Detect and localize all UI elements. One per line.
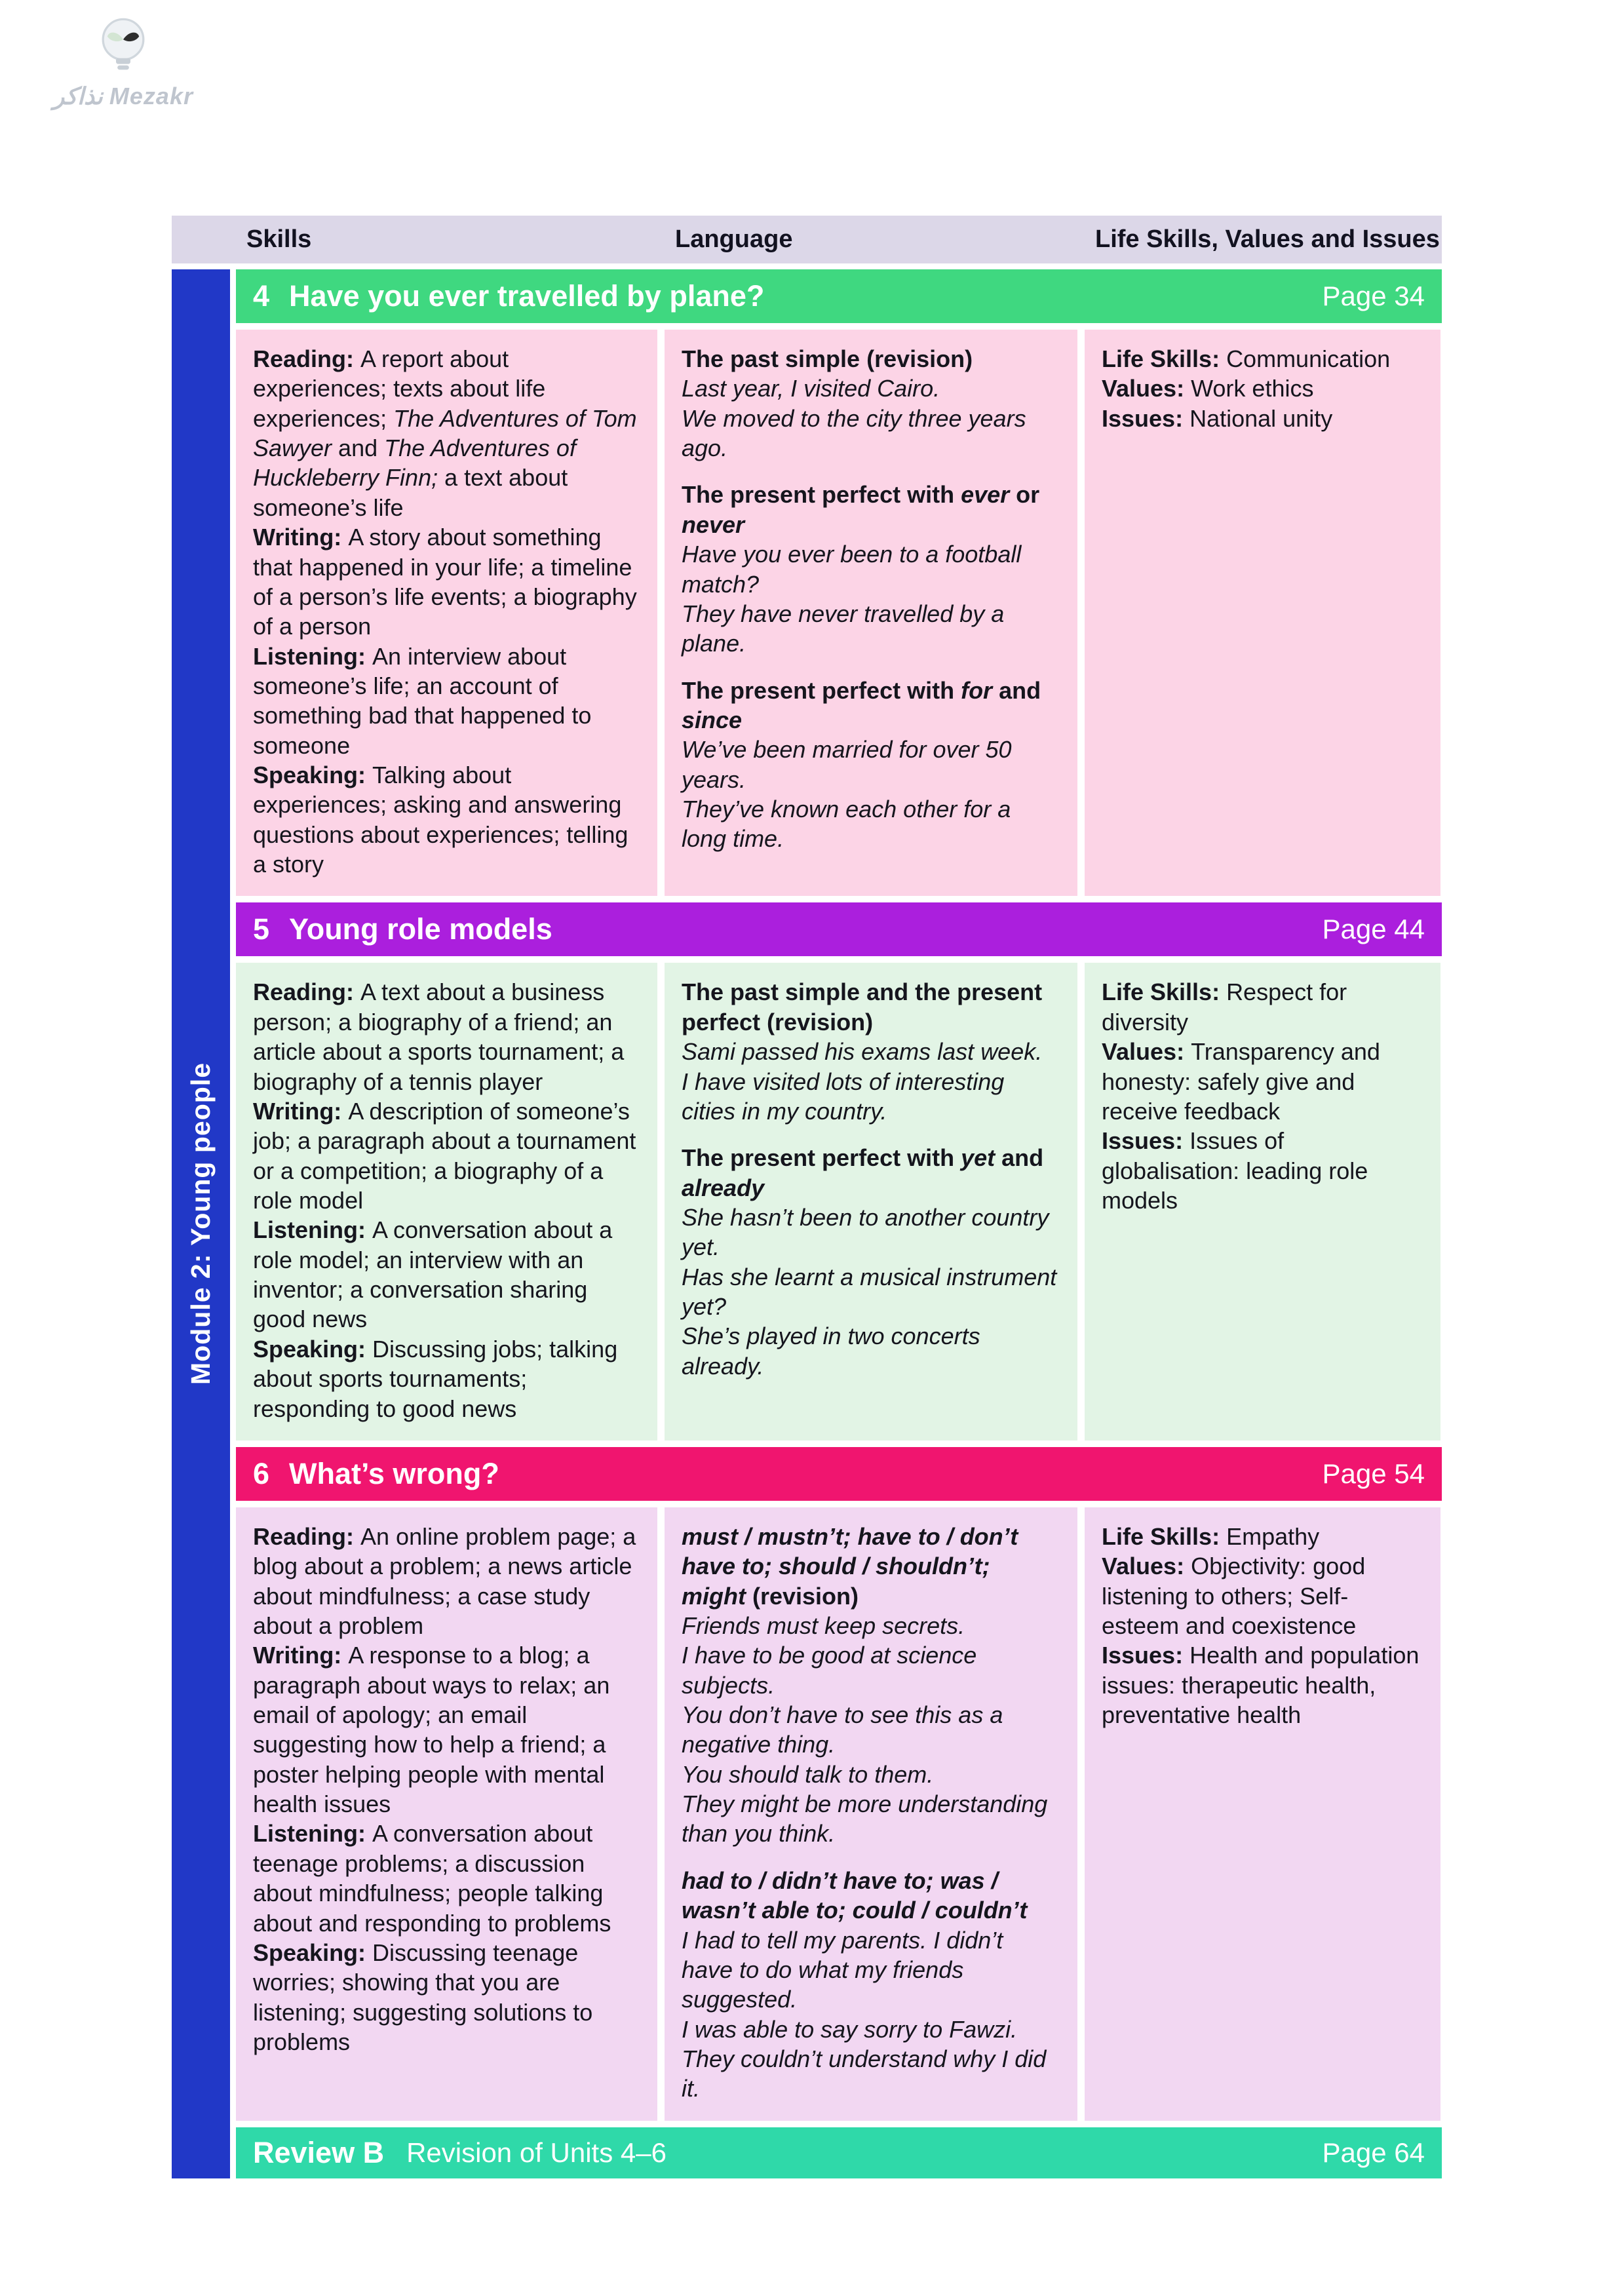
text-line: They have never travelled by a plane. xyxy=(682,600,1005,657)
unit-5-number: 5 xyxy=(253,912,270,946)
text-line: Has she learnt a musical instrument yet? xyxy=(682,1263,1057,1321)
text-line: Friends must keep secrets. xyxy=(682,1612,965,1639)
unit-4-number: 4 xyxy=(253,279,270,313)
column-header-language: Language xyxy=(675,225,793,253)
unit-5-language-cell xyxy=(665,963,1077,1440)
mezakr-logo xyxy=(38,9,208,110)
unit-6-language-cell xyxy=(665,1507,1077,2121)
lightbulb-icon xyxy=(87,9,159,81)
unit-6-life-skills-cell xyxy=(1085,1507,1440,2121)
text-line: Values: Transparency and honesty: safely give and receive feedback xyxy=(1102,1038,1380,1125)
text-line: We’ve been married for over 50 years. xyxy=(682,736,1012,793)
text-line: Sami passed his exams last week. xyxy=(682,1038,1043,1066)
text-line: She’s played in two concerts already. xyxy=(682,1323,980,1380)
unit-5-page-number: Page 44 xyxy=(1322,914,1425,945)
text-line: Last year, I visited Cairo. xyxy=(682,375,940,402)
text-line: They’ve known each other for a long time. xyxy=(682,796,1011,853)
text-line: Issues: Issues of globalisation: leading role models xyxy=(1102,1127,1368,1214)
text-line: She hasn’t been to another country yet. xyxy=(682,1203,1049,1261)
review-b-band xyxy=(236,2127,1442,2178)
text-line: They couldn’t understand why I did it. xyxy=(682,2045,1047,2102)
text-line: Speaking: Discussing jobs; talking about sports tournaments; responding to good news xyxy=(253,1335,618,1422)
text-line: The present perfect with yet and already xyxy=(682,1144,1044,1201)
text-line: They might be more understanding than you think. xyxy=(682,1790,1048,1847)
text-line: Have you ever been to a football match? xyxy=(682,541,1022,598)
module-sidebar xyxy=(172,269,230,2178)
text-line: had to / didn’t have to; was / wasn’t able to; could / couldn’t xyxy=(682,1866,1028,1924)
text-line: Reading: A report about experiences; texts about life experiences; The Adventures of Tom Sawyer and The Adventures of Huckleberry Finn; a text about someone’s life xyxy=(253,345,637,521)
unit-4-title: Have you ever travelled by plane? xyxy=(289,279,765,313)
text-line: The past simple (revision) xyxy=(682,345,973,372)
column-header-life-skills: Life Skills, Values and Issues xyxy=(1095,225,1440,253)
unit-4-row xyxy=(236,330,1442,896)
unit-5-life-skills-cell xyxy=(1085,963,1440,1440)
text-line: Life Skills: Empathy xyxy=(1102,1522,1320,1550)
toc-table xyxy=(172,216,1442,2178)
column-header-spacer xyxy=(172,216,230,263)
toc-body xyxy=(172,269,1442,2178)
text-line: You don’t have to see this as a negative thing. xyxy=(682,1701,1003,1758)
text-line: must / mustn’t; have to / don’t have to; should / shouldn’t; might (revision) xyxy=(682,1522,1018,1610)
text-line: Issues: Health and population issues: therapeutic health, preventative health xyxy=(1102,1642,1420,1729)
text-line: The present perfect with ever or never xyxy=(682,481,1040,538)
text-line: I was able to say sorry to Fawzi. xyxy=(682,2015,1018,2043)
unit-4-life-skills-cell xyxy=(1085,330,1440,896)
unit-6-row xyxy=(236,1507,1442,2121)
text-line: Issues: National unity xyxy=(1102,404,1333,432)
unit-4-skills-cell xyxy=(236,330,657,896)
unit-6-number: 6 xyxy=(253,1456,270,1490)
text-line: Writing: A description of someone’s job; a paragraph about a tournament or a competition; a biography of a role model xyxy=(253,1097,636,1214)
column-header-skills: Skills xyxy=(246,225,312,253)
text-line: Writing: A story about something that happened in your life; a timeline of a person’s life events; a biography of a person xyxy=(253,524,637,640)
unit-4-header-band xyxy=(236,269,1442,323)
text-line: I had to tell my parents. I didn’t have to do what my friends suggested. xyxy=(682,1926,1003,2013)
text-line: Speaking: Discussing teenage worries; showing that you are listening; suggesting solutions to problems xyxy=(253,1939,593,2055)
module-label: Module 2: Young people xyxy=(185,1062,216,1385)
unit-6-title: What’s wrong? xyxy=(289,1456,499,1490)
text-line: I have to be good at science subjects. xyxy=(682,1642,977,1699)
unit-5-row xyxy=(236,963,1442,1440)
text-line: Values: Work ethics xyxy=(1102,375,1314,402)
units-column xyxy=(236,269,1442,2178)
text-line: I have visited lots of interesting cities in my country. xyxy=(682,1068,1005,1125)
text-line: Speaking: Talking about experiences; asking and answering questions about experiences; telling a story xyxy=(253,762,628,878)
unit-6-header-band xyxy=(236,1447,1442,1501)
text-line: We moved to the city three years ago. xyxy=(682,404,1026,462)
text-line: Values: Objectivity: good listening to others; Self-esteem and coexistence xyxy=(1102,1553,1366,1639)
unit-6-skills-cell xyxy=(236,1507,657,2121)
text-line: Listening: An interview about someone’s life; an account of something bad that happened to someone xyxy=(253,642,592,759)
unit-6-page-number: Page 54 xyxy=(1322,1458,1425,1489)
unit-4-page-number: Page 34 xyxy=(1322,280,1425,311)
unit-4-language-cell xyxy=(665,330,1077,896)
text-line: Writing: A response to a blog; a paragraph about ways to relax; an email of apology; an email suggesting how to help a friend; a poster helping people with mental health issues xyxy=(253,1642,610,1818)
text-line: Listening: A conversation about a role model; an interview with an inventor; a conversation sharing good news xyxy=(253,1216,613,1333)
text-line: Listening: A conversation about teenage problems; a discussion about mindfulness; people talking about and responding to problems xyxy=(253,1820,611,1937)
logo-wordmark: نذاكر Mezakr xyxy=(53,83,193,109)
text-line: You should talk to them. xyxy=(682,1760,934,1788)
review-b-label: Review B xyxy=(253,2135,385,2169)
text-line: Reading: An online problem page; a blog about a problem; a news article about mindfulness; a case study about a problem xyxy=(253,1522,636,1639)
text-line: The past simple and the present perfect (revision) xyxy=(682,978,1043,1035)
review-b-title: Revision of Units 4–6 xyxy=(406,2137,667,2168)
text-line: Life Skills: Communication xyxy=(1102,345,1391,372)
text-line: The present perfect with for and since xyxy=(682,676,1041,733)
unit-5-skills-cell xyxy=(236,963,657,1440)
unit-5-header-band xyxy=(236,902,1442,956)
text-line: Life Skills: Respect for diversity xyxy=(1102,978,1347,1035)
unit-5-title: Young role models xyxy=(289,912,552,946)
column-header-row xyxy=(172,216,1442,263)
review-b-page-number: Page 64 xyxy=(1322,2137,1425,2168)
text-line: Reading: A text about a business person; a biography of a friend; an article about a sports tournament; a biography of a tennis player xyxy=(253,978,625,1095)
